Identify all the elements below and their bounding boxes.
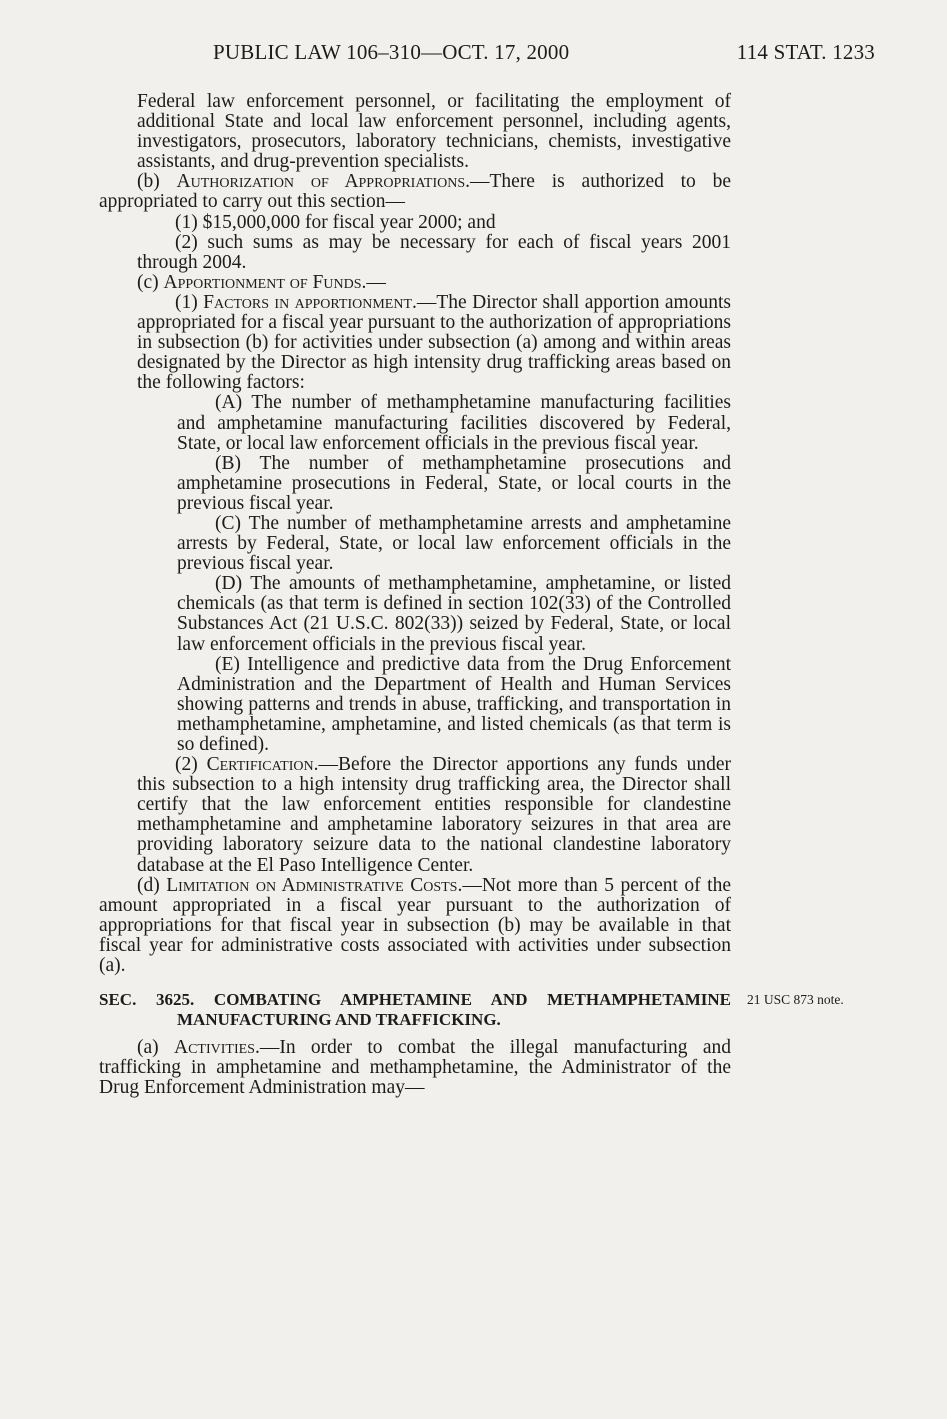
- paragraph-text: .—Not more than 5 percent of the amount appropriated in a fiscal year pursuant to the authorization of appropriations for that fiscal year in subsection (b) may be available in that fiscal year for administrative costs associated with activities under subsection (a).: [99, 874, 731, 977]
- body-text: [99, 91, 844, 1099]
- running-header-page-number: 114 STAT. 1233: [736, 40, 875, 64]
- paragraph-item-2: (2) such sums as may be necessary for each of fiscal years 2001 through 2004.: [137, 231, 731, 273]
- paragraph-certification: [99, 755, 731, 876]
- subsection-heading-activities: Activities: [173, 1037, 255, 1059]
- paragraph-text: .—Before the Director apportions any funds under this subsection to a high intensity drug trafficking area, the Director shall certify that the law enforcement entities responsible for clandestine methamphetamine and amphetamine laboratory seizures in that area are providing laboratory seizure data to the national clandestine laboratory database at the El Paso Intelligence Center.: [137, 754, 731, 876]
- paragraph-text: .—The Director shall apportion amounts appropriated for a fiscal year pursuant to the authorization of appropriations in subsection (b) for activities under subsection (a) among and within areas designated by the Director as high intensity drug trafficking areas based on the following factors:: [137, 291, 731, 394]
- subsection-heading-apportionment: Apportionment of Funds: [163, 271, 362, 293]
- paragraph-apportionment: [99, 273, 731, 293]
- paragraph-heading-certification: Certification: [206, 754, 314, 776]
- paragraph-label: (2): [175, 754, 207, 776]
- subsection-heading-authorization: Authorization of Appropriations: [176, 171, 466, 193]
- paragraph-text: .—There is authorized to be appropriated to carry out this section—: [99, 171, 731, 213]
- paragraph-continuation: Federal law enforcement personnel, or facilitating the employment of additional State and local law enforcement personnel, including agents, investigators, prosecutors, laboratory technicians, chemists, investigative assistants, and drug-prevention specialists.: [137, 91, 731, 173]
- paragraph-text: .—In order to combat the illegal manufacturing and trafficking in amphetamine and methamphetamine, the Administrator of the Drug Enforcement Administration may—: [99, 1037, 731, 1099]
- section-heading: SEC. 3625. COMBATING AMPHETAMINE AND METHAMPHETAMINE MANUFACTURING AND TRAFFICKING.: [99, 990, 731, 1030]
- subparagraph-c: (C) The number of methamphetamine arrests and amphetamine arrests by Federal, State, or local law enforcement officials in the previous fiscal year.: [177, 512, 731, 575]
- paragraph-heading-factors: Factors in apportionment: [203, 291, 412, 313]
- paragraph-label: (b): [137, 171, 177, 193]
- subparagraph-a: (A) The number of methamphetamine manufacturing facilities and amphetamine manufacturing facilities discovered by Federal, State, or local law enforcement officials in the previous fiscal year.: [177, 392, 731, 454]
- subparagraph-e: (E) Intelligence and predictive data from the Drug Enforcement Administration and the Department of Health and Human Services showing patterns and trends in abuse, trafficking, and transportation in methamphetamine, amphetamine, and listed chemicals (as that term is so defined).: [177, 653, 731, 755]
- section-3625: [99, 990, 844, 1030]
- paragraph-factors: [99, 293, 731, 393]
- paragraph-limitation: [99, 876, 731, 976]
- paragraph-label: (d): [137, 874, 167, 896]
- subparagraph-b: (B) The number of methamphetamine prosecutions and amphetamine prosecutions in Federal, State, or local courts in the previous fiscal year.: [177, 452, 731, 514]
- paragraph-item-1: (1) $15,000,000 for fiscal year 2000; and: [175, 211, 496, 233]
- paragraph-label: (c): [137, 271, 164, 293]
- paragraph-label: (a): [137, 1037, 174, 1059]
- paragraph-activities: [99, 1038, 731, 1098]
- subparagraph-d: (D) The amounts of methamphetamine, amphetamine, or listed chemicals (as that term is defined in section 102(33) of the Controlled Substances Act (21 U.S.C. 802(33)) seized by Federal, State, or local law enforcement officials in the previous fiscal year.: [177, 573, 731, 655]
- subsection-heading-limitation: Limitation on Administrative Costs: [166, 874, 458, 896]
- paragraph-text: .—: [361, 271, 386, 293]
- paragraph-label: (1): [175, 291, 204, 313]
- margin-note-usc: 21 USC 873 note.: [747, 992, 844, 1008]
- running-header-citation: PUBLIC LAW 106–310—OCT. 17, 2000: [213, 40, 570, 64]
- paragraph-authorization: [99, 172, 731, 212]
